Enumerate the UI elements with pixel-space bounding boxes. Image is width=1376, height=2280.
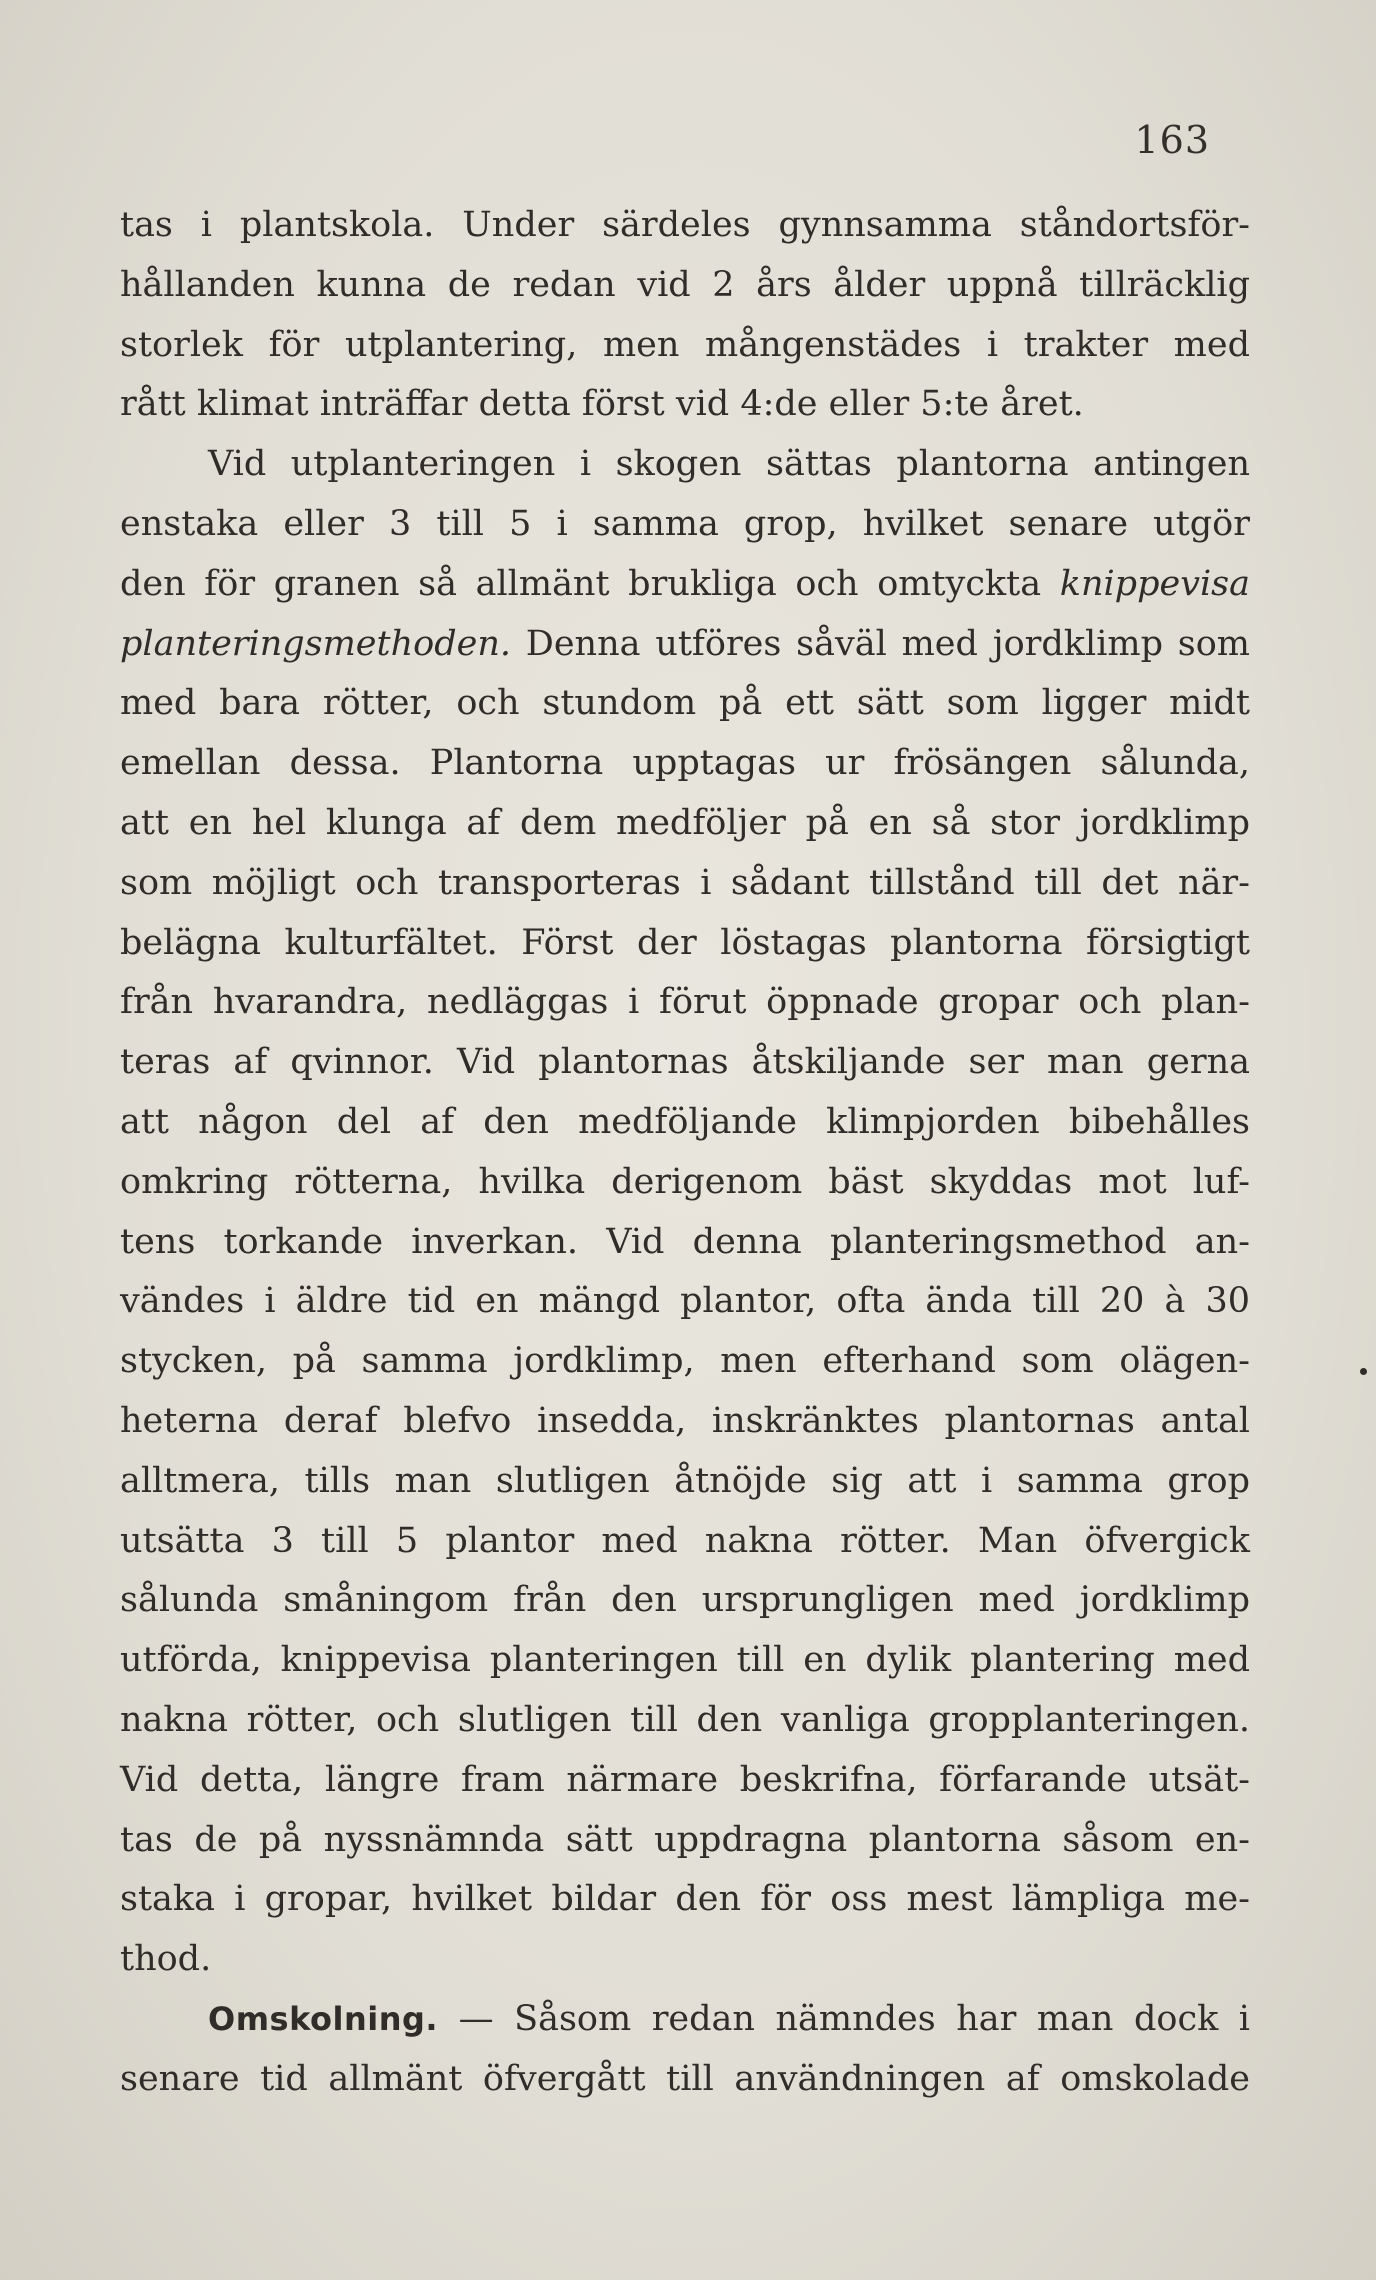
- text-line: tens torkande inverkan. Vid denna planteringsmethod an-: [120, 1221, 1250, 1262]
- italic-term: knippevisa: [1059, 563, 1250, 604]
- text-line: rått klimat inträffar detta först vid 4:de eller 5:te året.: [120, 384, 1084, 425]
- text-line: tas de på nyssnämnda sätt uppdragna plantorna såsom en-: [120, 1819, 1250, 1860]
- text-line: staka i gropar, hvilket bildar den för oss mest lämpliga me-: [120, 1879, 1250, 1920]
- text-line: senare tid allmänt öfvergått till användningen af omskolade: [120, 2058, 1250, 2099]
- text-line: vändes i äldre tid en mängd plantor, ofta ända till 20 à 30: [120, 1281, 1250, 1322]
- section-start-line: [120, 1990, 1250, 2050]
- ink-speck: [1360, 1368, 1367, 1375]
- text-line: belägna kulturfältet. Först der löstagas plantorna försigtigt: [120, 922, 1250, 963]
- text-line: nakna rötter, och slutligen till den vanliga gropplanteringen.: [120, 1699, 1250, 1740]
- text-line: sålunda småningom från den ursprungligen med jordklimp: [120, 1580, 1250, 1621]
- text-line: [120, 615, 1250, 675]
- text-line: utförda, knippevisa planteringen till en dylik plantering med: [120, 1640, 1250, 1681]
- text-line: hållanden kunna de redan vid 2 års ålder uppnå tillräcklig: [120, 264, 1250, 305]
- text-line: som möjligt och transporteras i sådant tillstånd till det när-: [120, 862, 1250, 903]
- text-line: med bara rötter, och stundom på ett sätt som ligger midt: [120, 683, 1250, 724]
- italic-term: planteringsmethoden.: [120, 623, 511, 664]
- text-line: emellan dessa. Plantorna upptagas ur frösängen sålunda,: [120, 743, 1250, 784]
- text-line: alltmera, tills man slutligen åtnöjde sig att i samma grop: [120, 1460, 1250, 1501]
- text-line: Vid detta, längre fram närmare beskrifna, förfarande utsät-: [120, 1759, 1250, 1800]
- text-line: tas i plantskola. Under särdeles gynnsamma ståndortsför-: [120, 205, 1250, 245]
- text-line: stycken, på samma jordklimp, men efterhand som olägen-: [120, 1341, 1250, 1382]
- paragraph-start-line: Vid utplanteringen i skogen sättas plantorna antingen: [208, 444, 1250, 485]
- text-line: omkring rötterna, hvilka derigenom bäst skyddas mot luf-: [120, 1161, 1250, 1202]
- text-line: thod.: [120, 1939, 212, 1980]
- text-line: att en hel klunga af dem medföljer på en så stor jordklimp: [120, 802, 1250, 843]
- page-number: 163: [1134, 118, 1210, 162]
- text-fragment: den för granen så allmänt brukliga och omtyckta: [120, 563, 1060, 604]
- section-heading: Omskolning.: [208, 1999, 439, 2038]
- text-line: heterna deraf blefvo insedda, inskränktes plantornas antal: [120, 1400, 1250, 1441]
- text-line: utsätta 3 till 5 plantor med nakna rötter. Man öfvergick: [120, 1520, 1250, 1561]
- body-text: [120, 196, 1250, 2110]
- text-line: [120, 555, 1250, 615]
- text-fragment: Denna utföres såväl med jordklimp som: [510, 623, 1250, 664]
- text-line: från hvarandra, nedläggas i förut öppnade gropar och plan-: [120, 982, 1250, 1023]
- text-line: att någon del af den medföljande klimpjorden bibehålles: [120, 1101, 1250, 1142]
- text-line: teras af qvinnor. Vid plantornas åtskiljande ser man gerna: [120, 1042, 1250, 1083]
- text-line: storlek för utplantering, men mångenstädes i trakter med: [120, 324, 1250, 365]
- text-line: enstaka eller 3 till 5 i samma grop, hvilket senare utgör: [120, 503, 1250, 544]
- text-fragment: — Såsom redan nämndes har man dock i: [438, 1998, 1250, 2039]
